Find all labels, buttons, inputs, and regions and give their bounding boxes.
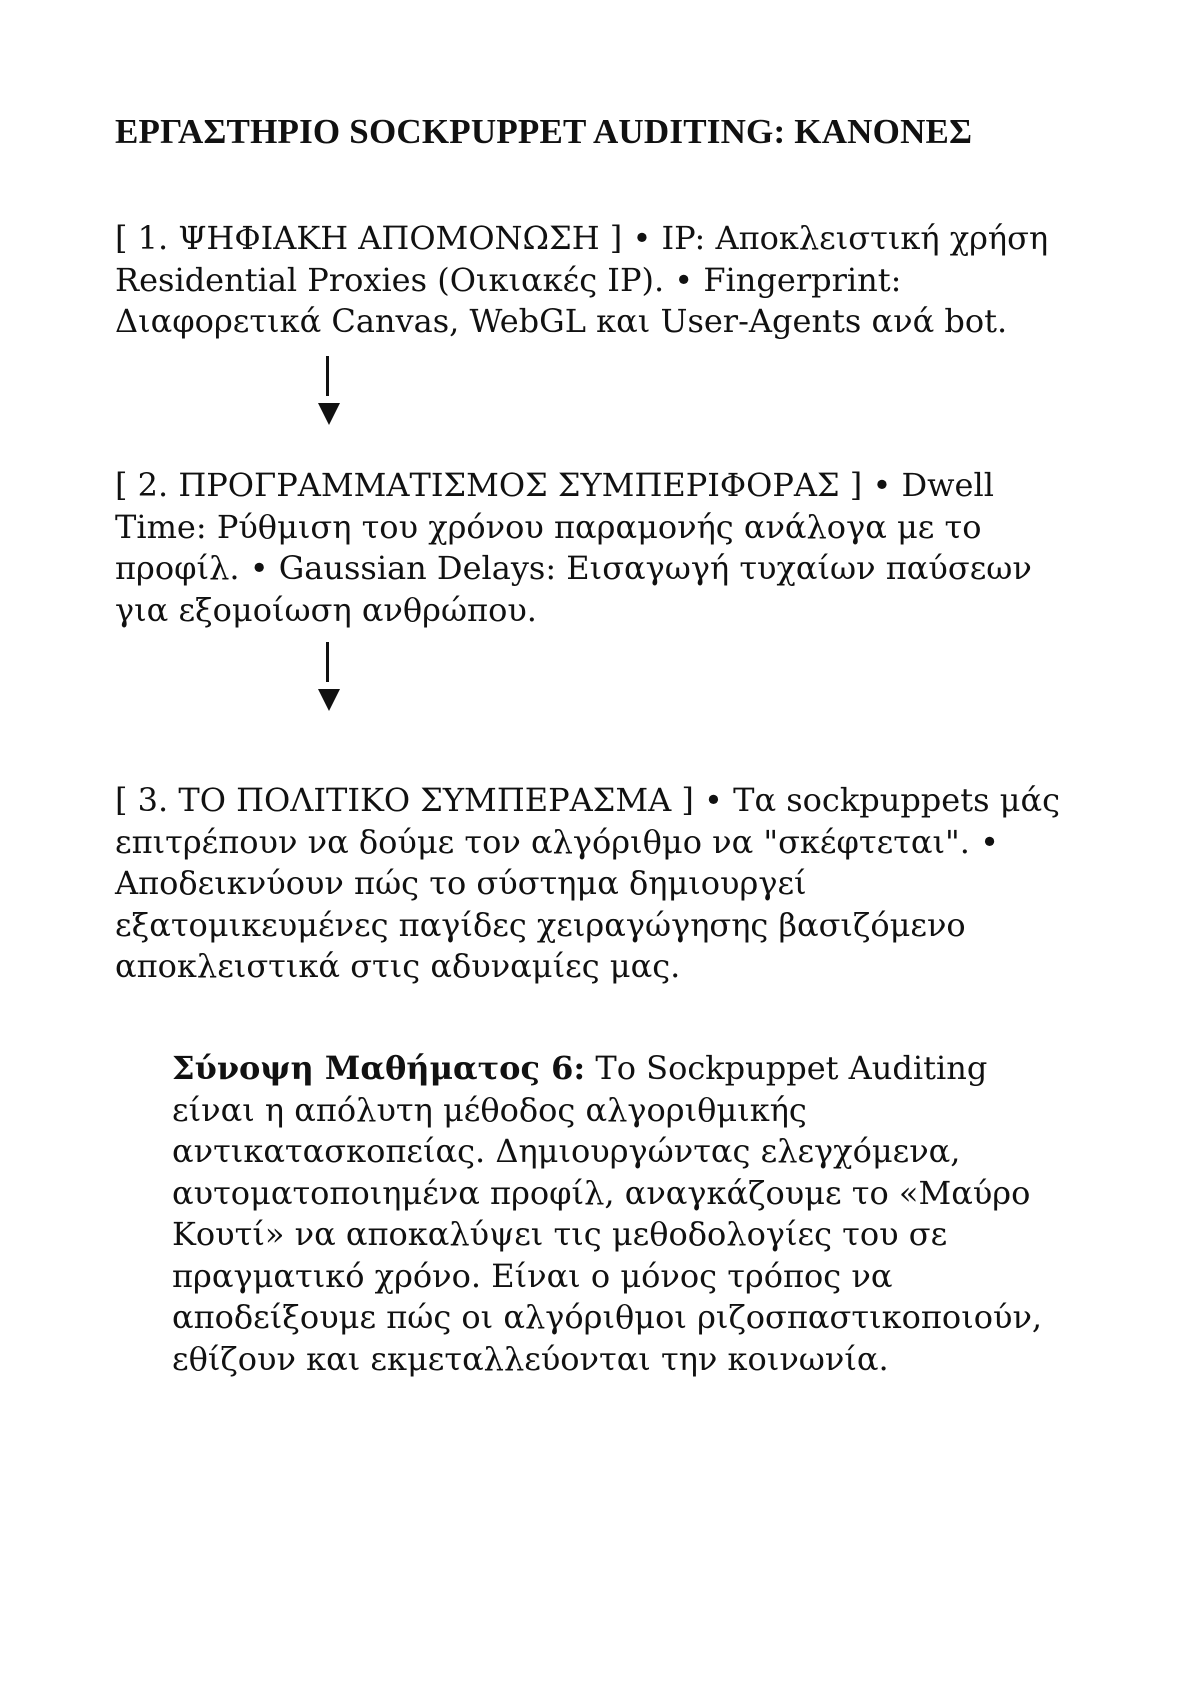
- lesson-summary: [172, 1048, 1072, 1380]
- section-2-behavior-programming: [ 2. ΠΡΟΓΡΑΜΜΑΤΙΣΜΟΣ ΣΥΜΠΕΡΙΦΟΡΑΣ ] • Dwell Time: Ρύθμιση του χρόνου παραμονής ανάλογα με το προφίλ. • Gaussian Delays: Εισαγωγή τυχαίων παύσεων για εξομοίωση ανθρώπου.: [115, 466, 1032, 629]
- section-1-digital-isolation: [ 1. ΨΗΦΙΑΚΗ ΑΠΟΜΟΝΩΣΗ ] • IP: Αποκλειστική χρήση Residential Proxies (Οικιακές IP). • Fingerprint: Διαφορετικά Canvas, WebGL και User-Agents ανά bot.: [115, 219, 1049, 340]
- arrow-head: [318, 403, 340, 425]
- summary-text: Το Sockpuppet Auditing είναι η απόλυτη μέθοδος αλγοριθμικής αντικατασκοπείας. Δημιουργώντας ελεγχόμενα, αυτοματοποιημένα προφίλ, αναγκάζουμε το «Μαύρο Κουτί» να αποκαλύψει τις μεθοδολογίες του σε πραγματικό χρόνο. Είναι ο μόνος τρόπος να αποδείξουμε πώς οι αλγόριθμοι ριζοσπαστικοποιούν, εθίζουν και εκμεταλλεύονται την κοινωνία.: [172, 1049, 1043, 1378]
- down-arrow-icon: [318, 642, 348, 714]
- arrow-shaft: [326, 356, 329, 396]
- page-title: ΕΡΓΑΣΤΗΡΙΟ SOCKPUPPET AUDITING: ΚΑΝΟΝΕΣ: [115, 112, 973, 151]
- section-3-political-conclusion: [ 3. ΤΟ ΠΟΛΙΤΙΚΟ ΣΥΜΠΕΡΑΣΜΑ ] • Τα sockpuppets μάς επιτρέπουν να δούμε τον αλγόριθμο να "σκέφτεται". • Αποδεικνύουν πώς το σύστημα δημιουργεί εξατομικευμένες παγίδες χειραγώγησης βασιζόμενο αποκλειστικά στις αδυναμίες μας.: [115, 781, 1060, 985]
- arrow-shaft: [326, 642, 329, 682]
- arrow-head: [318, 689, 340, 711]
- summary-label: Σύνοψη Μαθήματος 6:: [172, 1049, 586, 1087]
- down-arrow-icon: [318, 356, 348, 428]
